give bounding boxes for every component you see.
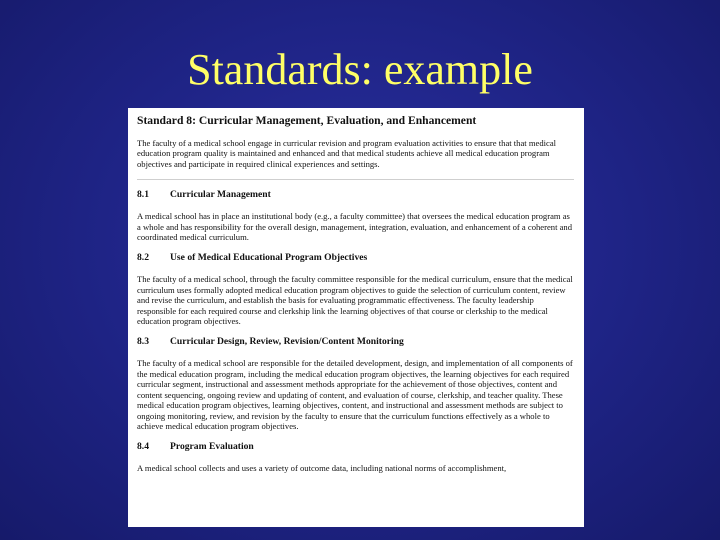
slide-title: Standards: example — [187, 45, 533, 94]
section-number: 8.3 — [137, 336, 149, 348]
divider — [137, 179, 574, 180]
document-image — [128, 108, 584, 527]
section-body: A medical school has in place an institutional body (e.g., a faculty committee) that oversees the medical education program as a whole and has responsibility for the overall design, management, integration, evaluation, and enhancement of a coherent and coordinated medical curriculum. — [137, 211, 573, 243]
section-8-4 — [137, 441, 574, 473]
section-heading-text: Program Evaluation — [170, 441, 254, 453]
standard-intro: The faculty of a medical school engage in curricular revision and program evaluation activities to ensure that that medical education program quality is maintained and enhanced and that medical students achieve all medical education program objectives and participate in required clinical experiences and settings. — [137, 138, 557, 169]
section-body: The faculty of a medical school, through the faculty committee responsible for the medical curriculum, ensure that the medical curriculum uses formally adopted medical education program objectives to guide the selection of curriculum content, review and revise the curriculum, and establish the basis for evaluating programmatic effectiveness. The faculty leadership responsible for each required course and clerkship link the learning objectives of that course or clerkship to the medical education program objectives. — [137, 274, 573, 327]
section-heading — [137, 441, 574, 453]
section-number: 8.1 — [137, 189, 149, 201]
section-number: 8.2 — [137, 252, 149, 264]
section-heading-text: Curricular Design, Review, Revision/Content Monitoring — [170, 336, 404, 348]
section-heading — [137, 252, 574, 264]
section-8-1 — [137, 189, 574, 242]
section-8-3 — [137, 336, 574, 431]
section-heading-text: Use of Medical Educational Program Objectives — [170, 252, 368, 264]
section-body: The faculty of a medical school are responsible for the detailed development, design, and implementation of all components of the medical education program, including the medical education program objectives, the learning objectives for each required curricular segment, instructional and assessment methods appropriate for the achievement of those objectives, content and content sequencing, ongoing review and updating of content, and evaluation of course, clerkship, and teacher quality. These medical education program objectives, learning objectives, content, and instructional and assessment methods are subject to ongoing monitoring, review, and revision by the faculty to ensure that the curriculum functions effectively as a whole to achieve medical education program objectives. — [137, 358, 573, 431]
section-heading — [137, 189, 574, 201]
section-body: A medical school collects and uses a variety of outcome data, including national norms of accomplishment, — [137, 463, 507, 474]
section-heading — [137, 336, 574, 348]
section-heading-text: Curricular Management — [170, 189, 271, 201]
section-number: 8.4 — [137, 441, 149, 453]
section-8-2 — [137, 252, 574, 326]
standard-title: Standard 8: Curricular Management, Evaluation, and Enhancement — [137, 114, 477, 127]
